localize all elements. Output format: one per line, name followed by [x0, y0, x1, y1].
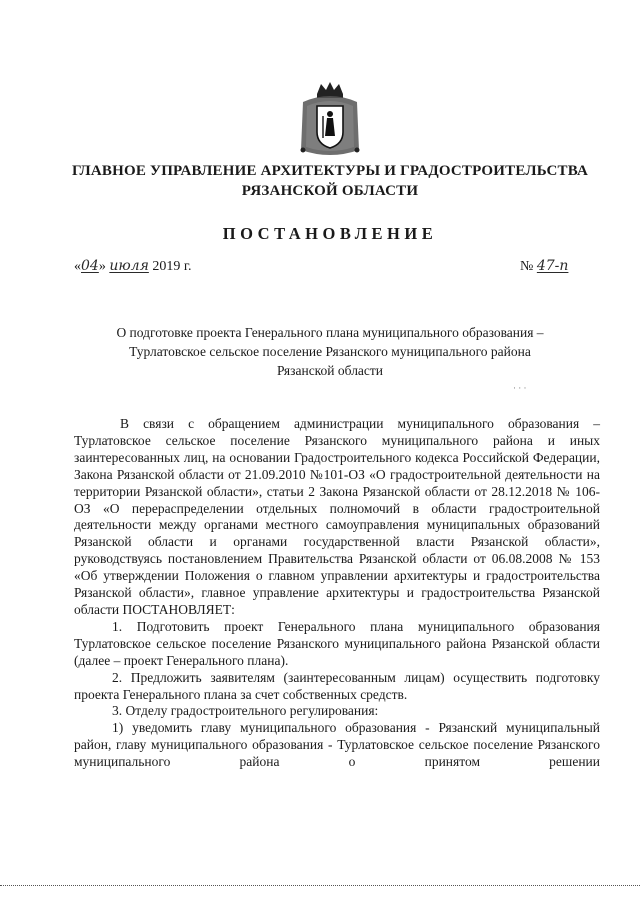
body-paragraph: 1. Подготовить проект Генерального плана муниципального образования Турлатовское сельское поселение Рязанского муниципального района Рязанской области (далее – проект Генерального плана). — [74, 618, 600, 668]
number-label: № — [520, 259, 534, 274]
document-type: ПОСТАНОВЛЕНИЕ — [222, 224, 438, 243]
subject-line3: Рязанской области — [276, 363, 384, 378]
date-open-quote: « — [74, 259, 81, 274]
scan-edge-line — [0, 885, 640, 886]
body-paragraph: 3. Отделу градостроительного регулирования: — [112, 703, 379, 719]
org-name-line2: РЯЗАНСКОЙ ОБЛАСТИ — [241, 183, 419, 199]
body-paragraph: 2. Предложить заявителям (заинтересованным лицам) осуществить подготовку проекта Генерального плана за счет собственных средств. — [74, 669, 600, 702]
date-month: июля — [109, 258, 149, 274]
scan-mark: · · · — [513, 383, 527, 393]
document-body — [74, 416, 600, 771]
org-name-line1: ГЛАВНОЕ УПРАВЛЕНИЕ АРХИТЕКТУРЫ И ГРАДОСТРОИТЕЛЬСТВА — [72, 163, 588, 179]
subject-line1: О подготовке проекта Генерального плана муниципального образования – — [116, 325, 544, 340]
document-number — [520, 258, 568, 275]
body-paragraph: 1) уведомить главу муниципального образования - Рязанский муниципальный район, главу муниципального образования - Турлатовское сельское поселение Рязанского муниципального района о принятом решении — [74, 720, 600, 770]
coat-of-arms-icon — [297, 80, 363, 160]
body-paragraph: В связи с обращением администрации муниципального образования – Турлатовское сельское поселение Рязанского муниципального района и иных заинтересованных лиц, на основании Градостроительного кодекса Российской Федерации, Закона Рязанской области от 21.09.2010 №101-ОЗ «О градостроительной деятельности на территории Рязанской области», статьи 2 Закона Рязанской области от 28.12.2018 № 106-ОЗ «О перераспределении отдельных полномочий в области градостроительной деятельности между органами местного самоуправления муниципальных образований Рязанской области и органами государственной власти Рязанской области», руководствуясь постановлением Правительства Рязанской области от 06.08.2008 № 153 «Об утверждении Положения о главном управлении архитектуры и градостроительства Рязанской области», главное управление архитектуры и градостроительства Рязанской области ПОСТАНОВЛЯЕТ: — [74, 416, 600, 617]
date-day: 04 — [81, 258, 99, 274]
date-year: 2019 г. — [152, 259, 192, 274]
date-mid-quote: » — [98, 259, 106, 274]
number-value: 47-п — [536, 258, 569, 274]
document-date — [74, 258, 192, 275]
subject-line2: Турлатовское сельское поселение Рязанского муниципального района — [129, 344, 531, 359]
document-subject — [90, 323, 570, 380]
